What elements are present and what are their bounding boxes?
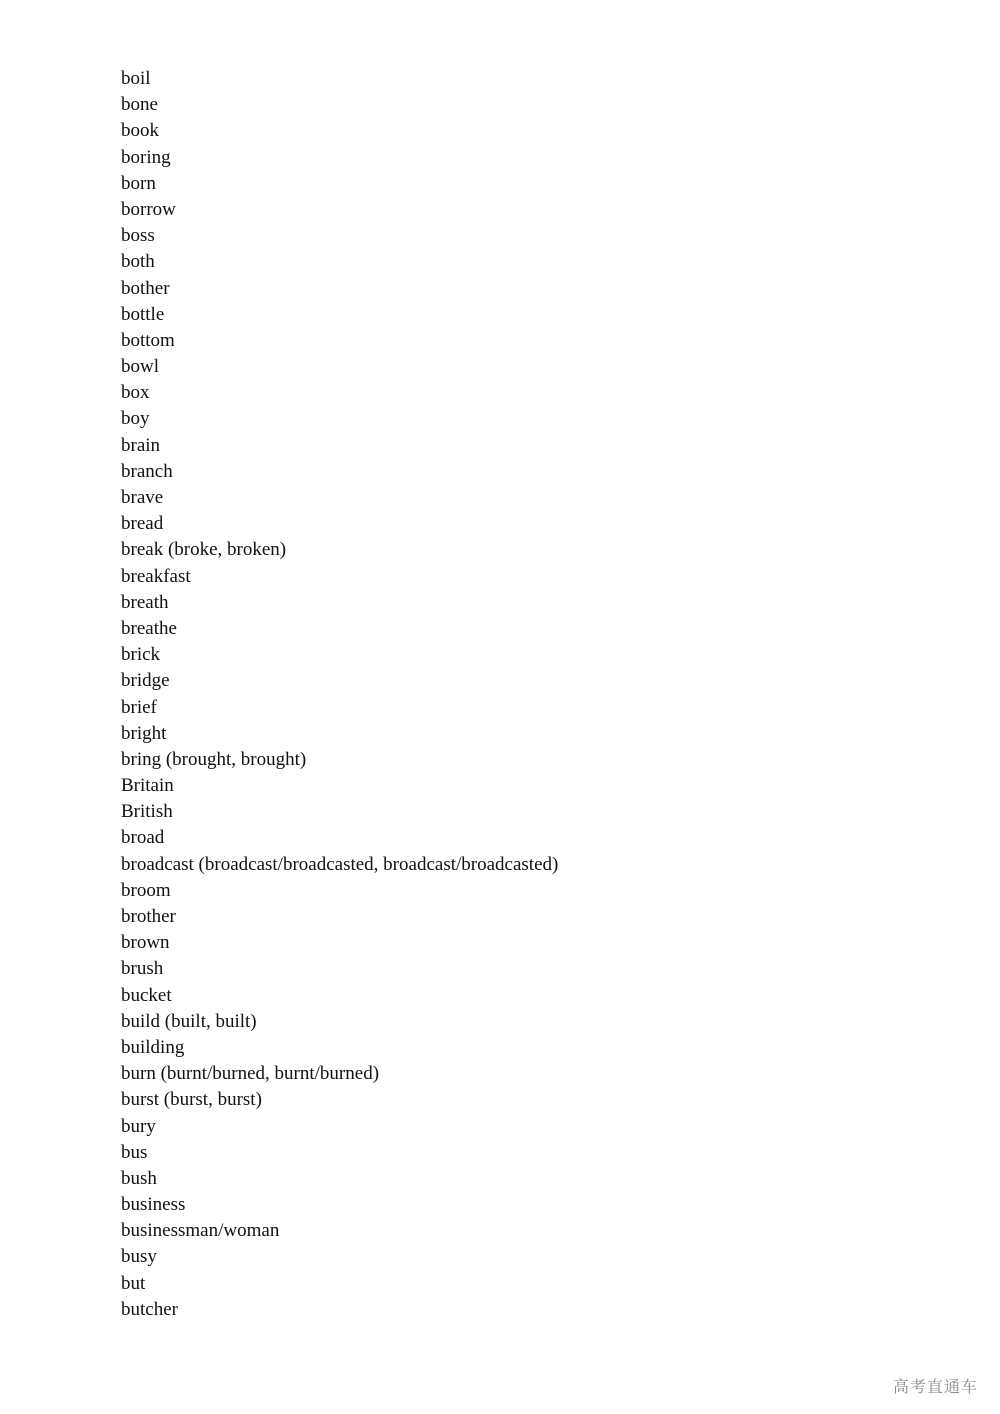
- vocabulary-word: branch: [121, 460, 173, 482]
- vocabulary-word: build (built, built): [121, 1010, 257, 1032]
- vocabulary-word: brown: [121, 932, 170, 954]
- vocabulary-word: bury: [121, 1115, 156, 1137]
- vocabulary-word: brush: [121, 958, 164, 980]
- vocabulary-word: brother: [121, 906, 176, 927]
- vocabulary-word: bridge: [121, 670, 170, 692]
- vocabulary-word: building: [121, 1036, 185, 1058]
- vocabulary-word: borrow: [121, 198, 176, 220]
- vocabulary-word: businessman/woman: [121, 1220, 280, 1242]
- vocabulary-word: bowl: [121, 356, 159, 378]
- vocabulary-word: broadcast (broadcast/broadcasted, broadcast/broadcasted): [121, 853, 559, 875]
- vocabulary-word: British: [121, 801, 173, 823]
- vocabulary-word: breath: [121, 591, 169, 613]
- vocabulary-word: boy: [121, 408, 150, 430]
- vocabulary-word: broad: [121, 827, 165, 849]
- watermark: 高考直通车: [892, 1377, 978, 1396]
- vocabulary-word: bring (brought, brought): [121, 748, 307, 770]
- vocabulary-word: bus: [121, 1141, 148, 1163]
- vocabulary-word: boss: [121, 225, 155, 247]
- vocabulary-list: [121, 66, 558, 1323]
- vocabulary-word: brave: [121, 487, 164, 508]
- vocabulary-word: box: [121, 382, 150, 404]
- vocabulary-word: bright: [121, 722, 167, 744]
- vocabulary-word: bone: [121, 94, 158, 116]
- vocabulary-word: book: [121, 120, 159, 142]
- vocabulary-word: break (broke, broken): [121, 539, 287, 561]
- vocabulary-word: but: [121, 1272, 146, 1294]
- vocabulary-word: brain: [121, 434, 161, 456]
- vocabulary-word: boring: [121, 146, 171, 168]
- vocabulary-word: burst (burst, burst): [121, 1089, 262, 1111]
- vocabulary-word: bottle: [121, 303, 165, 325]
- vocabulary-word: brick: [121, 644, 161, 666]
- vocabulary-word: business: [121, 1194, 186, 1216]
- vocabulary-word: broom: [121, 879, 171, 901]
- vocabulary-word: butcher: [121, 1298, 178, 1320]
- vocabulary-word: burn (burnt/burned, burnt/burned): [121, 1063, 380, 1085]
- vocabulary-word: boil: [121, 68, 151, 89]
- vocabulary-word: brief: [121, 696, 157, 718]
- vocabulary-word: bottom: [121, 329, 175, 351]
- vocabulary-word: Britain: [121, 775, 174, 797]
- vocabulary-word: bush: [121, 1167, 157, 1189]
- vocabulary-word: bread: [121, 513, 164, 535]
- vocabulary-word: breathe: [121, 617, 177, 639]
- vocabulary-word: busy: [121, 1246, 157, 1268]
- vocabulary-word: bother: [121, 277, 170, 299]
- vocabulary-word: bucket: [121, 984, 172, 1006]
- vocabulary-word: both: [121, 251, 155, 273]
- vocabulary-word: breakfast: [121, 565, 191, 587]
- vocabulary-word: born: [121, 172, 156, 194]
